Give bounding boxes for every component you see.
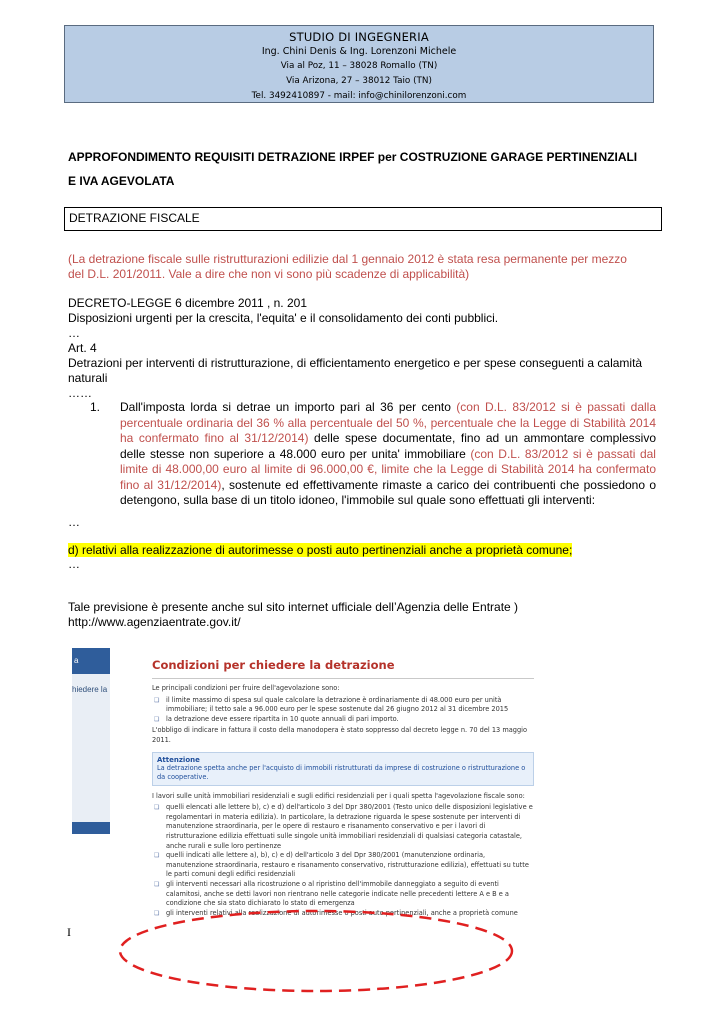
red-dashed-ellipse-annotation — [116, 905, 516, 997]
item-text-b: delle spese documentate, fino ad un ammontare complessivo delle stesse non superiore a 48.000 euro per unita' immobiliare — [120, 431, 656, 461]
divider — [152, 678, 534, 679]
attention-body: La detrazione spetta anche per l'acquisto di immobili ristrutturati da imprese di costruzione o ristrutturazione o da cooperative. — [157, 763, 526, 781]
item-red-a: (con D.L. 83/2012 si è passati dalla percentuale ordinaria del 36 % alla percentuale del 50 %, percentuale che la Legge di Stabilità 2014 ha confermato fino al 31/12/2014) — [120, 400, 657, 445]
highlight-d-text: d) relativi alla realizzazione di autorimesse o posti auto pertinenziali anche a proprietà comune; — [68, 543, 573, 557]
heading-line-1: APPROFONDIMENTO REQUISITI DETRAZIONE IRPEF per COSTRUZIONE GARAGE PERTINENZIALI — [68, 150, 638, 164]
red-note-line-1: (La detrazione fiscale sulle ristrutturazioni edilizie dal 1 gennaio 2012 è stata resa permanente per mezzo — [68, 252, 627, 266]
screenshot-content — [152, 648, 534, 920]
sidebar-label: hiedere la — [72, 685, 108, 694]
studio-title: STUDIO DI INGEGNERIA — [289, 30, 429, 44]
ellipsis: … — [68, 326, 80, 340]
list-item: ❏ il limite massimo di spesa sul quale calcolare la detrazione è ordinariamente di 48.000 euro per unità immobiliare; il tetto sale a 96.000 euro per le spese sostenute dal 26 giugno 2012 al 31 dicembre 2015 — [152, 696, 534, 715]
list-item: ❏ gli interventi necessari alla ricostruzione o al ripristino dell'immobile danneggiato a seguito di eventi calamitosi, anche se detti lavori non rientrano nelle categorie indicate nelle precedenti lettere A e B e a condizione che sia stato dichiarato lo stato di emergenza — [152, 880, 534, 909]
section-title-box: DETRAZIONE FISCALE — [64, 207, 662, 231]
article-number: Art. 4 — [68, 341, 97, 355]
list-item: ❏ quelli elencati alle lettere b), c) e d) dell'articolo 3 del Dpr 380/2001 (Testo unico delle disposizioni legislative e regolamentari in materia edilizia). In particolare, la detrazione riguarda le spese sostenute per interventi di manutenzione straordinaria, per le opere di restauro e risanamento conservativo e per i lavori di ristrutturazione edilizia effettuati sulle singole unità immobiliari residenziali di qualsiasi categoria catastale, anche rurali e sulle loro pertinenze — [152, 803, 534, 851]
text-cursor-mark: I — [67, 925, 71, 939]
agency-reference — [68, 600, 668, 630]
highlighted-item-d — [68, 543, 572, 558]
ellipsis: …… — [68, 386, 92, 400]
list-item-1 — [90, 400, 656, 509]
red-note — [68, 252, 668, 282]
studio-address-2: Via Arizona, 27 – 38012 Taio (TN) — [286, 76, 432, 86]
sidebar-tab-label: a — [74, 656, 79, 665]
studio-address-1: Via al Poz, 11 – 38028 Romallo (TN) — [280, 61, 438, 71]
decree-block — [68, 296, 668, 401]
article-description-2: naturali — [68, 371, 108, 385]
letterhead — [64, 25, 654, 103]
sidebar-bottom-bar — [72, 822, 110, 834]
item-text-a: Dall'imposta lorda si detrae un importo pari al 36 per cento — [120, 400, 451, 414]
attention-box — [152, 752, 534, 786]
works-intro: I lavori sulle unità immobiliari residenziali e sugli edifici residenziali per i quali spetta l'agevolazione fiscale sono: — [152, 791, 525, 800]
decree-subtitle: Disposizioni urgenti per la crescita, l'equita' e il consolidamento dei conti pubblici. — [68, 311, 499, 325]
sidebar-tab — [72, 648, 110, 674]
list-item-number: 1. — [90, 400, 101, 414]
article-description-1: Detrazioni per interventi di ristrutturazione, di efficientamento energetico e per spese conseguenti a calamità — [68, 356, 643, 370]
screenshot-note: L'obbligo di indicare in fattura il costo della manodopera è stato soppresso dal decreto legge n. 70 del 13 maggio 2011. — [152, 726, 528, 744]
list-item: ❏ la detrazione deve essere ripartita in 10 quote annuali di pari importo. — [152, 715, 534, 725]
document-heading — [68, 145, 668, 193]
item-text-c: , sostenute ed effettivamente rimaste a carico dei contribuenti che possiedono o detengono, sulla base di un titolo idoneo, l'immobile sul quale sono effettuati gli interventi: — [120, 477, 656, 507]
list-item: ❏ gli interventi relativi alla realizzazione di autorimesse o posti auto pertinenziali, anche a proprietà comune — [152, 909, 534, 919]
conditions-list — [152, 696, 534, 725]
screenshot-intro: Le principali condizioni per fruire dell'agevolazione sono: — [152, 684, 340, 692]
screenshot-title: Condizioni per chiedere la detrazione — [152, 658, 395, 672]
attention-title: Attenzione — [157, 755, 200, 764]
red-note-line-2: del D.L. 201/2011. Vale a dire che non vi sono più scadenze di applicabilità) — [68, 267, 470, 281]
item-red-b: (con D.L. 83/2012 si è passati dal limite di 48.000,00 euro al limite di 96.000,00 €, limite che la Legge di Stabilità 2014 ha confermato fino al 31/12/2014) — [120, 446, 656, 492]
studio-contact: Tel. 3492410897 - mail: info@chinilorenzoni.com — [251, 91, 467, 101]
list-item-text — [120, 400, 656, 509]
studio-names: Ing. Chini Denis & Ing. Lorenzoni Michele — [261, 46, 457, 57]
decree-title: DECRETO-LEGGE 6 dicembre 2011 , n. 201 — [68, 296, 307, 310]
ellipsis: … — [68, 557, 80, 571]
ellipsis: … — [68, 515, 80, 529]
list-item: ❏ quelli indicati alle lettere a), b), c) e d) dell'articolo 3 del Dpr 380/2001 (manutenzione ordinaria, manutenzione straordinaria, restauro e risanamento conservativo, ristrutturazione edilizia), effettuati su tutte le parti comuni degli edifici residenziali — [152, 851, 534, 880]
heading-line-2: E IVA AGEVOLATA — [68, 174, 175, 188]
screenshot-sidebar — [72, 648, 110, 834]
agency-line: Tale previsione è presente anche sul sito internet ufficiale dell’Agenzia delle Entrate ) — [68, 600, 519, 614]
works-list — [152, 803, 534, 918]
agency-url[interactable]: http://www.agenziaentrate.gov.it/ — [68, 615, 241, 629]
